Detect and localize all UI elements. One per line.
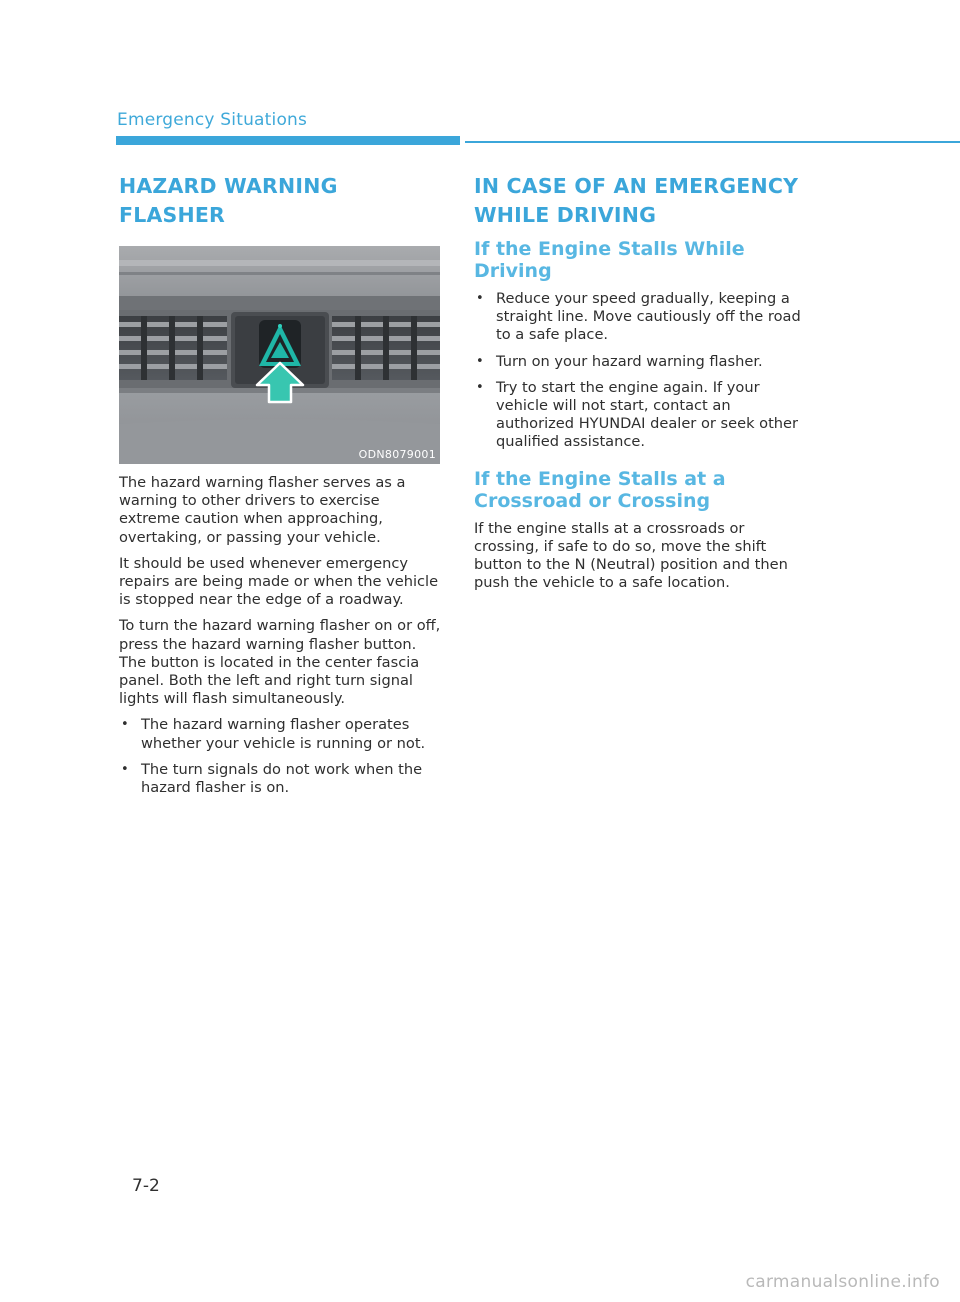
list-item: • The turn signals do not work when the hazard flasher is on. [119, 761, 444, 797]
figure-code: ODN8079001 [358, 448, 436, 461]
section-label: Emergency Situations [117, 110, 308, 130]
list-item: • The hazard warning flasher operates whether your vehicle is running or not. [119, 716, 444, 752]
list-item: • Reduce your speed gradually, keeping a straight line. Move cautiously off the road to a safe place. [474, 290, 804, 345]
paragraph-2: It should be used whenever emergency repairs are being made or when the vehicle is stopped near the edge of a roadway. [119, 554, 439, 609]
header-rule-thin [465, 141, 960, 143]
paragraph-1: The hazard warning flasher serves as a warning to other drivers to exercise extreme caution when approaching, overtaking, or passing your vehicle. [119, 474, 406, 546]
crossing-paragraph: If the engine stalls at a crossroads or crossing, if safe to do so, move the shift button to the N (Neutral) position and then push the vehicle to a safe location. [474, 519, 788, 592]
right-column [474, 172, 804, 600]
left-column [119, 172, 444, 805]
engine-stalls-crossing-heading: If the Engine Stalls at a Crossroad or Crossing [474, 467, 726, 512]
watermark: carmanualsonline.info [745, 1272, 940, 1292]
hazard-triangle-icon [259, 320, 301, 368]
engine-stalls-driving-heading: If the Engine Stalls While Driving [474, 238, 745, 282]
hazard-bullet-list [119, 716, 444, 797]
header-rule-thick [116, 136, 460, 145]
hazard-figure [119, 246, 440, 464]
page-number: 7-2 [132, 1176, 160, 1196]
list-item: • Turn on your hazard warning flasher. [474, 353, 804, 371]
hazard-heading: HAZARD WARNING FLASHER [119, 174, 338, 227]
paragraph-3: To turn the hazard warning flasher on or off, press the hazard warning flasher button. The button is located in the center fascia panel. Both the left and right turn signal lights will flash simultaneously. [119, 617, 441, 708]
stall-bullet-list [474, 290, 804, 452]
list-item: • Try to start the engine again. If your vehicle will not start, contact an authorized HYUNDAI dealer or seek other qualified assistance. [474, 379, 804, 452]
dashboard-illustration [119, 246, 440, 464]
emergency-heading: IN CASE OF AN EMERGENCY WHILE DRIVING [474, 174, 799, 227]
